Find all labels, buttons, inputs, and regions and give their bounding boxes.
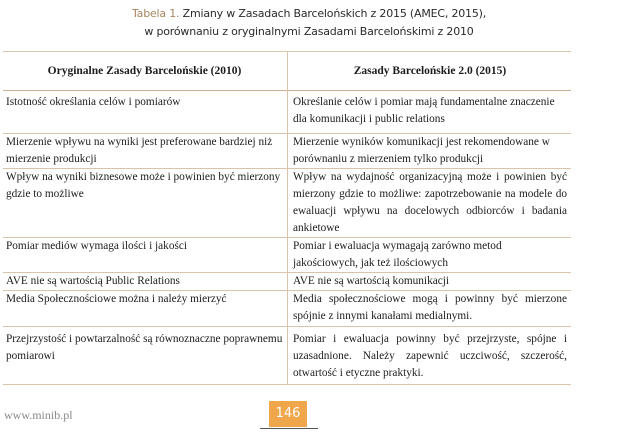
cell-original: Media Społecznościowe można i należy mierzyć [6, 293, 227, 305]
comparison-table [3, 51, 571, 385]
table-row [3, 169, 571, 238]
table-row [3, 134, 571, 169]
footer-divider [260, 428, 318, 429]
table-row [3, 327, 571, 385]
cell-new: Pomiar i ewaluacja powinny być przejrzyste, spójne i uzasadnione. Należy zapewnić uczciwość, szczerość, otwartość i etyczne praktyki. [288, 327, 572, 385]
header-original-2010: Oryginalne Zasady Barcelońskie (2010) [47, 64, 242, 77]
table-title: Zmiany w Zasadach Barcelońskich z 2015 (AMEC, 2015), [182, 7, 487, 20]
cell-original: Wpływ na wyniki biznesowe może i powinien być mierzony gdzie to możliwe [6, 171, 281, 200]
cell-original: AVE nie są wartością Public Relations [6, 275, 180, 287]
cell-new: Określanie celów i pomiar mają fundamentalne znaczenie dla komunikacji i public relations [288, 91, 572, 134]
cell-new: Pomiar i ewaluacja wymagają zarówno metod jakościowych, jak też ilościowych [288, 238, 572, 273]
cell-new: Wpływ na wydajność organizacyjną może i powinien być mierzony gdzie to możliwe: zapotrzebowanie na modele do ewaluacji wpływu na docelowych odbiorców i badania ankietowe [288, 169, 572, 238]
table-caption-line2: w porównaniu z oryginalnymi Zasadami Barcelońskimi z 2010 [144, 25, 474, 38]
cell-original: Istotność określania celów i pomiarów [6, 96, 181, 108]
table-row [3, 291, 571, 327]
table-caption-line1 [0, 7, 618, 20]
cell-new: Media społecznościowe mogą i powinny być mierzone spójnie z innymi kanałami medialnymi. [288, 291, 572, 327]
cell-new: AVE nie są wartością komunikacji [288, 273, 572, 291]
table-row [3, 238, 571, 273]
table-row [3, 273, 571, 291]
cell-original: Przejrzystość i powtarzalność są równoznaczne poprawnemu pomiarowi [6, 333, 283, 362]
footer-url: www.minib.pl [4, 408, 73, 422]
table-header-row [3, 52, 571, 91]
table-label: Tabela 1. [131, 7, 180, 20]
page-number: 146 [269, 401, 307, 427]
cell-original: Mierzenie wpływu na wyniki jest preferowane bardziej niż mierzenie produkcji [6, 136, 273, 165]
cell-new: Mierzenie wyników komunikacji jest rekomendowane w porównaniu z mierzeniem tylko produkcji [288, 134, 572, 169]
cell-original: Pomiar mediów wymaga ilości i jakości [6, 240, 188, 252]
table-row [3, 91, 571, 134]
header-2-0-2015: Zasady Barcelońskie 2.0 (2015) [288, 52, 572, 91]
